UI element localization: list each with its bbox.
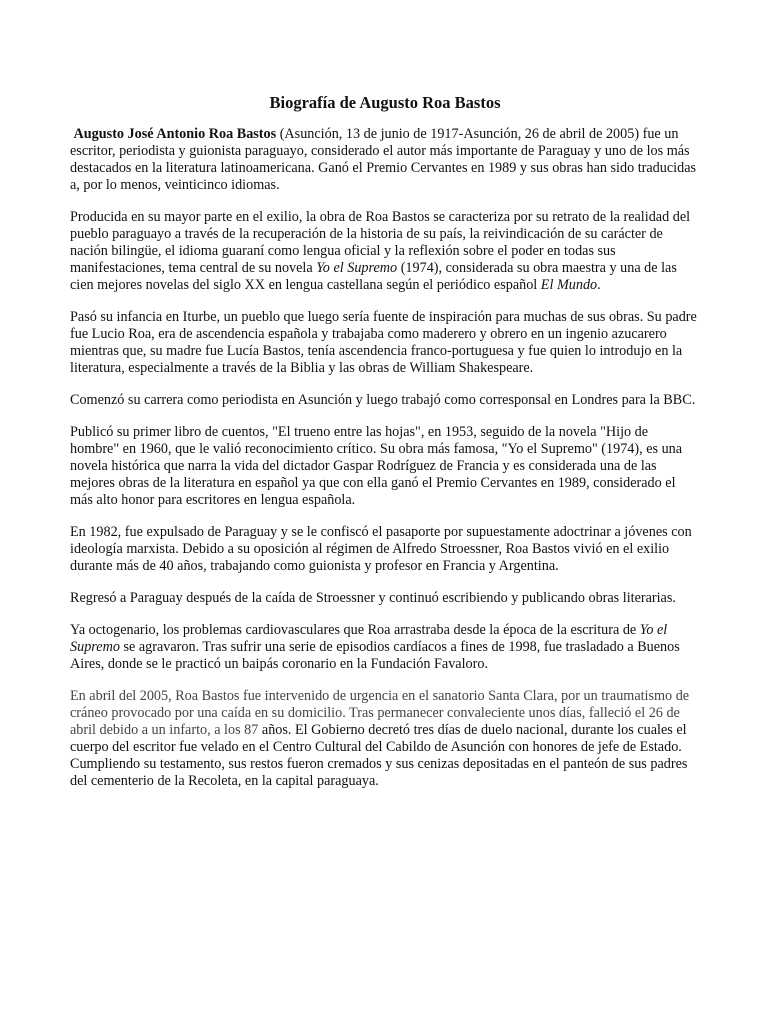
paragraph-intro	[70, 126, 700, 194]
paragraph-exile-work	[70, 209, 700, 294]
p2-novel-title: Yo el Supremo	[316, 260, 398, 276]
author-full-name: Augusto José Antonio Roa Bastos	[73, 126, 277, 142]
page-title: Biografía de Augusto Roa Bastos	[269, 93, 501, 112]
paragraph-career: Comenzó su carrera como periodista en Asunción y luego trabajó como corresponsal en Londres para la BBC.	[70, 392, 696, 408]
p2-text-a: Producida en su mayor parte en el exilio, la obra de Roa Bastos se caracteriza por su retrato de la realidad del pueblo paraguayo a través de la recuperación de la historia de su país, la reivindicación de su carácter de nación bilingüe, el idioma guaraní como lengua oficial y la reflexión sobre el poder en todas sus manifestaciones, tema central de su novela	[70, 209, 691, 276]
paragraph-childhood: Pasó su infancia en Iturbe, un pueblo que luego sería fuente de inspiración para muchas de sus obras. Su padre fue Lucio Roa, era de ascendencia española y trabajaba como maderero y obrero en un ingenio azucarero mientras que, su madre fue Lucía Bastos, tenía ascendencia franco-portuguesa y fue quien lo introdujo en la literatura, especialmente a través de la Biblia y las obras de William Shakespeare.	[70, 309, 697, 376]
p2-text-c: .	[597, 277, 601, 293]
paragraph-health	[70, 622, 700, 673]
paragraph-death	[70, 688, 700, 790]
p2-text-b: (1974), considerada su obra maestra y una de las cien mejores novelas del siglo XX en lengua castellana según el periódico español	[70, 260, 677, 293]
paragraph-return: Regresó a Paraguay después de la caída de Stroessner y continuó escribiendo y publicando obras literarias.	[70, 590, 676, 606]
p9-gray-text: En abril del 2005, Roa Bastos fue intervenido de urgencia en el sanatorio Santa Clara, por un traumatismo de cráneo provocado por una caída en su domicilio. Tras permanecer convaleciente unos días, falleció el 26 de abril debido a un infarto, a los 87	[70, 688, 690, 738]
p8-text-a: Ya octogenario, los problemas cardiovasculares que Roa arrastraba desde la época de la escritura de	[70, 622, 640, 638]
p2-newspaper-title: El Mundo	[540, 277, 598, 293]
p8-text-b: se agravaron. Tras sufrir una serie de episodios cardíacos a fines de 1998, fue trasladado a Buenos Aires, donde se le practicó un baipás coronario en la Fundación Favaloro.	[70, 639, 680, 672]
paragraph-works: Publicó su primer libro de cuentos, "El trueno entre las hojas", en 1953, seguido de la novela "Hijo de hombre" en 1960, que le valió reconocimiento crítico. Su obra más famosa, "Yo el Supremo" (1974), es una novela histórica que narra la vida del dictador Gaspar Rodríguez de Francia y es considerada una de las mejores obras de la literatura en español ya que con ella ganó el Premio Cervantes en 1989, considerado el más alto honor para escritores en lengua española.	[70, 424, 683, 508]
paragraph-exile: En 1982, fue expulsado de Paraguay y se le confiscó el pasaporte por supuestamente adoctrinar a jóvenes con ideología marxista. Debido a su oposición al régimen de Alfredo Stroessner, Roa Bastos vivió en el exilio durante más de 40 años, trabajando como guionista y profesor en Francia y Argentina.	[70, 524, 692, 574]
intro-text: (Asunción, 13 de junio de 1917-Asunción, 26 de abril de 2005) fue un escritor, periodista y guionista paraguayo, considerado el autor más importante de Paraguay y uno de los más destacados en la literatura latinoamericana. Ganó el Premio Cervantes en 1989 y sus obras han sido traducidas a, por lo menos, veinticinco idiomas.	[70, 126, 697, 193]
p9-black-text: años. El Gobierno decretó tres días de duelo nacional, durante los cuales el cuerpo del escritor fue velado en el Centro Cultural del Cabildo de Asunción con honores de jefe de Estado. Cumpliendo su testamento, sus restos fueron cremados y sus cenizas depositadas en el panteón de sus padres del cementerio de la Recoleta, en la capital paraguaya.	[70, 722, 688, 789]
p8-novel-title: Yo el Supremo	[70, 622, 668, 655]
